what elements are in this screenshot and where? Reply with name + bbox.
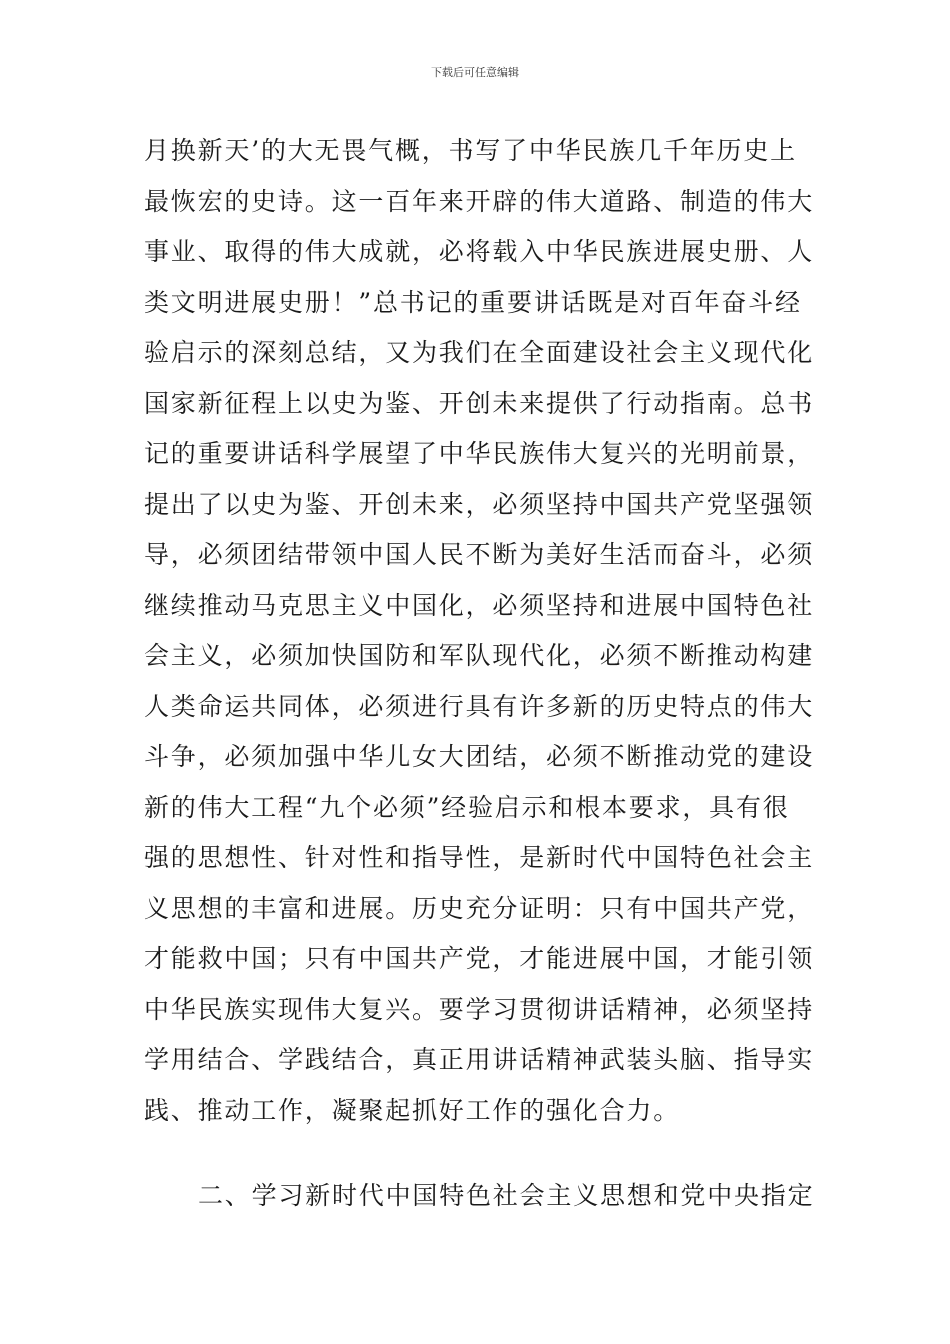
text-line: 中华民族实现伟大复兴。要学习贯彻讲话精神，必须坚持 bbox=[144, 994, 815, 1024]
text-line: 新的伟大工程“九个必须”经验启示和根本要求，具有很 bbox=[144, 792, 790, 822]
body-paragraph bbox=[144, 126, 824, 1136]
text-line: 学用结合、学践结合，真正用讲话精神武装头脑、指导实 bbox=[144, 1045, 815, 1074]
text-line: 月换新天’的大无畏气概，书写了中华民族几千年历史上 bbox=[144, 136, 797, 165]
text-line: 人类命运共同体，必须进行具有许多新的历史特点的伟大 bbox=[144, 691, 815, 721]
text-line: 类文明进展史册！”总书记的重要讲话既是对百年奋斗经 bbox=[144, 287, 802, 317]
text-line: 会主义，必须加快国防和军队现代化，必须不断推动构建 bbox=[144, 641, 815, 670]
text-line: 验启示的深刻总结，又为我们在全面建设社会主义现代化 bbox=[144, 338, 815, 367]
section-heading: 二、学习新时代中国特色社会主义思想和党中央指定 bbox=[198, 1181, 815, 1210]
text-line: 国家新征程上以史为鉴、开创未来提供了行动指南。总书 bbox=[144, 388, 815, 418]
text-line: 最恢宏的史诗。这一百年来开辟的伟大道路、制造的伟大 bbox=[144, 186, 815, 216]
text-line: 义思想的丰富和进展。历史充分证明：只有中国共产党， bbox=[144, 893, 815, 923]
text-line: 强的思想性、针对性和指导性，是新时代中国特色社会主 bbox=[144, 843, 815, 872]
text-line: 导，必须团结带领中国人民不断为美好生活而奋斗，必须 bbox=[144, 540, 815, 569]
text-line: 践、推动工作，凝聚起抓好工作的强化合力。 bbox=[144, 1095, 681, 1125]
text-line: 才能救中国；只有中国共产党，才能进展中国，才能引领 bbox=[144, 944, 815, 973]
page-header-note: 下载后可任意编辑 bbox=[431, 66, 519, 79]
text-line: 记的重要讲话科学展望了中华民族伟大复兴的光明前景， bbox=[144, 439, 815, 468]
text-line: 事业、取得的伟大成就，必将载入中华民族进展史册、人 bbox=[144, 237, 815, 266]
text-line: 提出了以史为鉴、开创未来，必须坚持中国共产党坚强领 bbox=[144, 489, 815, 519]
text-line: 继续推动马克思主义中国化，必须坚持和进展中国特色社 bbox=[144, 590, 815, 620]
text-line: 斗争，必须加强中华儿女大团结，必须不断推动党的建设 bbox=[144, 742, 815, 771]
